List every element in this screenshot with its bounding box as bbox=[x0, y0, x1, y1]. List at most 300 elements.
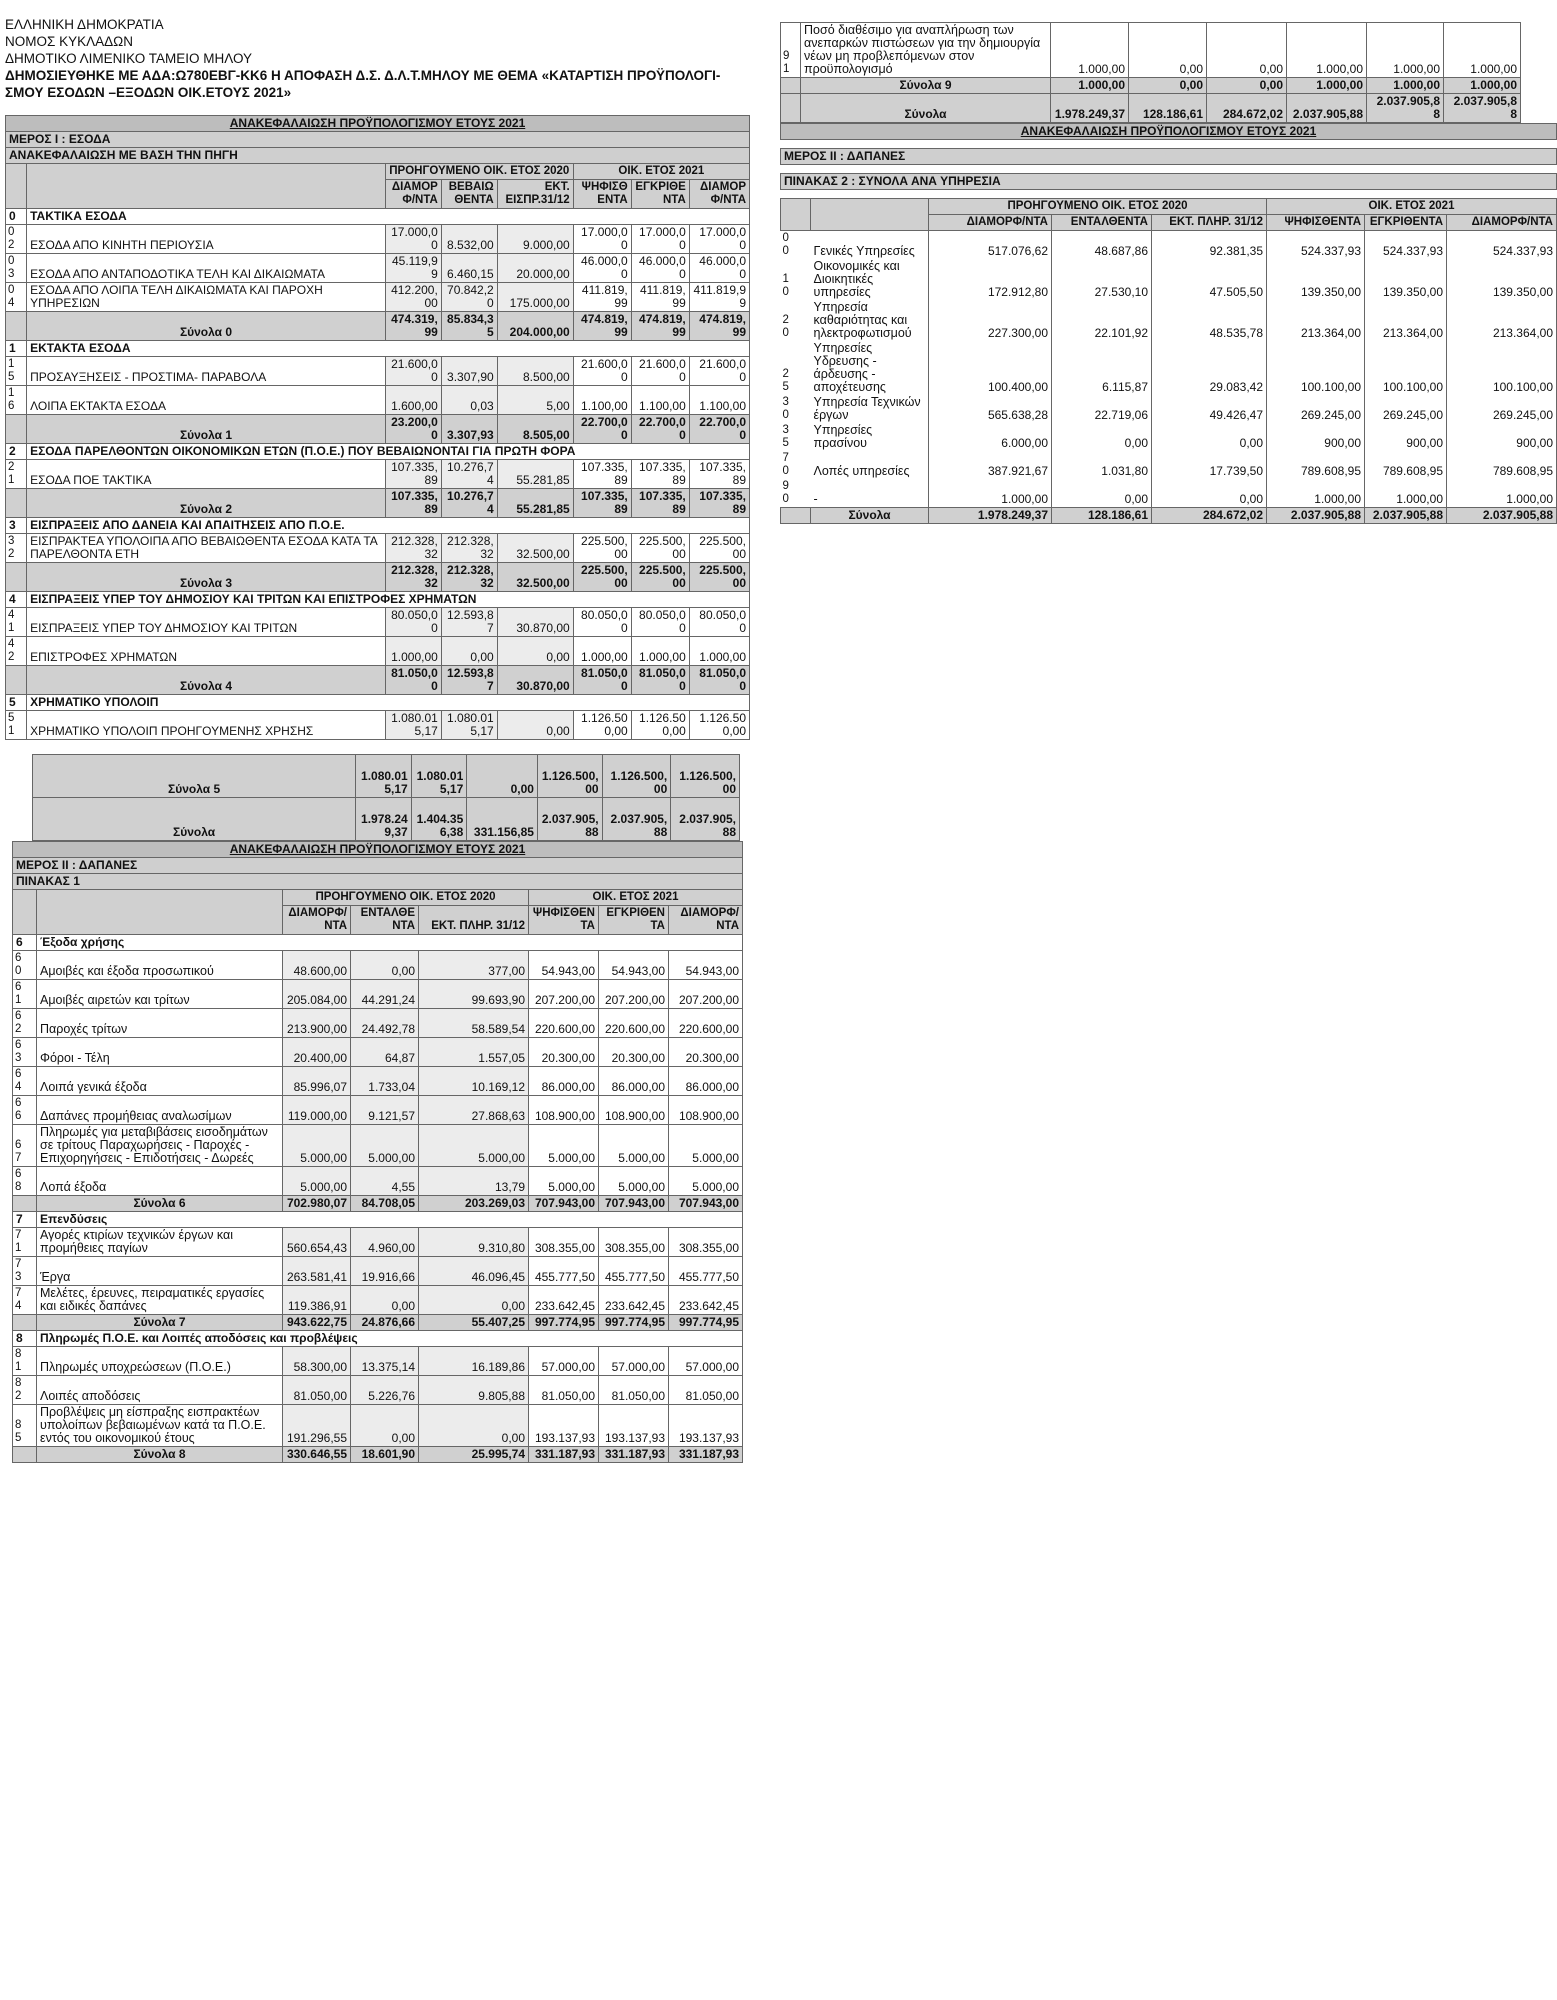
row-value: 1.100,00 bbox=[689, 386, 749, 415]
part-label: ΜΕΡΟΣ Ι : ΕΣΟΔΑ bbox=[6, 132, 750, 148]
row-label: ΧΡΗΜΑΤΙΚΟ ΥΠΟΛΟΙΠ ΠΡΟΗΓΟΥΜΕΝΗΣ ΧΡΗΣΗΣ bbox=[27, 711, 386, 740]
column-header: ΨΗΦΙΣΘΕΝΤΑ bbox=[1267, 215, 1365, 231]
row-value: 119.000,00 bbox=[283, 1096, 351, 1125]
row-value: 16.189,86 bbox=[419, 1347, 529, 1376]
part-label: ΜΕΡΟΣ ΙΙ : ΔΑΠΑΝΕΣ bbox=[13, 858, 743, 874]
section-title-row bbox=[13, 842, 743, 858]
column-header: ΕΓΚΡΙΘΕΝΤΑ bbox=[631, 180, 689, 209]
subtotal-value: 330.646,55 bbox=[283, 1447, 351, 1463]
subtotal-value: 474.819,99 bbox=[573, 312, 631, 341]
row-value: 17.000,00 bbox=[689, 225, 749, 254]
row-value: 9.805,88 bbox=[419, 1376, 529, 1405]
grand-total-row bbox=[781, 508, 1557, 524]
data-row bbox=[781, 23, 1521, 78]
row-value: 20.400,00 bbox=[283, 1038, 351, 1067]
row-value: 21.600,00 bbox=[689, 357, 749, 386]
row-value: 220.600,00 bbox=[529, 1009, 599, 1038]
data-row bbox=[13, 1228, 743, 1257]
row-value: 0,00 bbox=[351, 1405, 419, 1447]
table-cell bbox=[781, 190, 1557, 199]
row-label: Λοιπά γενικά έξοδα bbox=[37, 1067, 283, 1096]
grand-total-value: 284.672,02 bbox=[1152, 508, 1267, 524]
row-value: 205.084,00 bbox=[283, 980, 351, 1009]
row-value: 17.000,00 bbox=[631, 225, 689, 254]
subtotal-value: 81.050,00 bbox=[689, 666, 749, 695]
row-value: 193.137,93 bbox=[669, 1405, 743, 1447]
column-header: ΕΓΚΡΙΘΕΝΤΑ bbox=[1365, 215, 1447, 231]
row-code: 3 5 bbox=[782, 424, 789, 449]
row-code: 7 3 bbox=[13, 1257, 37, 1286]
row-value: 225.500,00 bbox=[689, 534, 749, 563]
row-value: 213.364,00 bbox=[1447, 300, 1557, 341]
subtotal-value: 84.708,05 bbox=[351, 1196, 419, 1212]
subtotal-label: Σύνολα 2 bbox=[27, 489, 386, 518]
table-cell bbox=[13, 1315, 37, 1331]
subtotal-value: 1.126.500,00 bbox=[671, 755, 740, 798]
section-title: ΑΝΑΚΕΦΑΛΑΙΩΣΗ ΠΡΟΫΠΟΛΟΓΙΣΜΟΥ ΕΤΟΥΣ 2021 bbox=[13, 842, 743, 858]
row-code: 6 7 bbox=[13, 1125, 37, 1167]
row-value: 5.000,00 bbox=[529, 1125, 599, 1167]
subtotal-value: 8.505,00 bbox=[497, 415, 573, 444]
row-value: 524.337,93 bbox=[1365, 231, 1447, 260]
data-row bbox=[13, 1009, 743, 1038]
column-header: ΔΙΑΜΟΡΦ/ΝΤΑ bbox=[689, 180, 749, 209]
subtotal-value: 23.200,00 bbox=[385, 415, 441, 444]
row-code: 8 2 bbox=[13, 1376, 37, 1405]
grand-total-value: 1.404.356,38 bbox=[411, 798, 467, 841]
category-row bbox=[6, 444, 750, 460]
subtotal-value: 225.500,00 bbox=[573, 563, 631, 592]
data-row bbox=[13, 1286, 743, 1315]
row-value: 191.296,55 bbox=[283, 1405, 351, 1447]
row-value: 193.137,93 bbox=[529, 1405, 599, 1447]
row-value: 1.100,00 bbox=[573, 386, 631, 415]
row-value: 0,00 bbox=[1052, 423, 1152, 451]
revenue-table bbox=[5, 115, 750, 740]
category-name: Επενδύσεις bbox=[37, 1212, 743, 1228]
row-value: 220.600,00 bbox=[669, 1009, 743, 1038]
row-value: 4,55 bbox=[351, 1167, 419, 1196]
row-value: 900,00 bbox=[1447, 423, 1557, 451]
grand-total-value: 2.037.905,88 bbox=[1367, 94, 1444, 123]
subtotal-value: 474.819,99 bbox=[689, 312, 749, 341]
subtotal-value: 1.000,00 bbox=[1287, 78, 1367, 94]
subtotal-row bbox=[6, 415, 750, 444]
category-code: 5 bbox=[6, 695, 27, 711]
row-value: 107.335,89 bbox=[631, 460, 689, 489]
row-label: Ποσό διαθέσιμο για αναπλήρωση των ανεπαρκών πιστώσεων για την δημιουργία νέων μη προβλεπόμενων στον προϋπολογισμό bbox=[801, 23, 1051, 78]
row-label: Παροχές τρίτων bbox=[37, 1009, 283, 1038]
data-row bbox=[6, 534, 750, 563]
section-title-row bbox=[781, 124, 1557, 140]
subtotal-value: 24.876,66 bbox=[351, 1315, 419, 1331]
grand-total-value: 284.672,02 bbox=[1207, 94, 1287, 123]
row-value: 6.460,15 bbox=[441, 254, 497, 283]
row-value: 1.000,00 bbox=[1447, 479, 1557, 508]
subtotal-value: 1.000,00 bbox=[1444, 78, 1521, 94]
row-value: 139.350,00 bbox=[1267, 259, 1365, 300]
cur-year-header: ΟΙΚ. ΕΤΟΣ 2021 bbox=[573, 164, 749, 180]
row-value: 1.000,00 bbox=[1051, 23, 1129, 78]
table-cell bbox=[6, 563, 27, 592]
row-value: 99.693,90 bbox=[419, 980, 529, 1009]
row-value: 269.245,00 bbox=[1267, 395, 1365, 423]
row-value: 8.500,00 bbox=[497, 357, 573, 386]
header-prefecture: ΝΟΜΟΣ ΚΥΚΛΑΔΩΝ bbox=[5, 34, 133, 49]
row-value: 565.638,28 bbox=[929, 395, 1052, 423]
row-code: 6 4 bbox=[13, 1067, 37, 1096]
row-code: 4 2 bbox=[6, 637, 27, 666]
subtotal-label: Σύνολα 1 bbox=[27, 415, 386, 444]
row-value: 1.126.500,00 bbox=[573, 711, 631, 740]
row-value: 54.943,00 bbox=[669, 951, 743, 980]
header-organization: ΔΗΜΟΤΙΚΟ ΛΙΜΕΝΙΚΟ ΤΑΜΕΙΟ ΜΗΛΟΥ bbox=[5, 51, 253, 66]
category-row bbox=[6, 341, 750, 357]
row-label: ΕΠΙΣΤΡΟΦΕΣ ΧΡΗΜΑΤΩΝ bbox=[27, 637, 386, 666]
row-label: ΕΙΣΠΡΑΞΕΙΣ ΥΠΕΡ ΤΟΥ ΔΗΜΟΣΙΟΥ ΚΑΙ ΤΡΙΤΩΝ bbox=[27, 608, 386, 637]
grand-total-row bbox=[33, 798, 740, 841]
row-label: ΠΡΟΣΑΥΞΗΣΕΙΣ - ΠΡΟΣΤΙΜΑ- ΠΑΡΑΒΟΛΑ bbox=[27, 357, 386, 386]
subtotal-value: 997.774,95 bbox=[599, 1315, 669, 1331]
header-decision-line1: ΔΗΜΟΣΙΕΥΘΗΚΕ ΜΕ ΑΔΑ:Ω780ΕΒΓ-ΚΚ6 Η ΑΠΟΦΑΣΗ Δ.Σ. Δ.Λ.Τ.ΜΗΛΟΥ ΜΕ ΘΕΜΑ «ΚΑΤΑΡΤΙΣΗ ΠΡΟΫΠΟΛΟΓΙ- bbox=[5, 68, 721, 83]
row-label: Μελέτες, έρευνες, πειραματικές εργασίες και ειδικές δαπάνες bbox=[37, 1286, 283, 1315]
subtotal-label: Σύνολα 5 bbox=[33, 755, 356, 798]
subtotal-value: 331.187,93 bbox=[669, 1447, 743, 1463]
column-header: ΔΙΑΜΟΡΦ/ΝΤΑ bbox=[283, 906, 351, 935]
row-value: 86.000,00 bbox=[599, 1067, 669, 1096]
row-code: 9 0 bbox=[782, 480, 789, 505]
subtotal-value: 1.000,00 bbox=[1367, 78, 1444, 94]
row-value: 5.000,00 bbox=[669, 1125, 743, 1167]
data-row bbox=[6, 608, 750, 637]
row-value: 5.000,00 bbox=[419, 1125, 529, 1167]
data-row bbox=[13, 1376, 743, 1405]
row-value: 48.535,78 bbox=[1152, 300, 1267, 341]
row-value: 207.200,00 bbox=[599, 980, 669, 1009]
row-code: 1 6 bbox=[6, 386, 27, 415]
row-value: 1.733,04 bbox=[351, 1067, 419, 1096]
expenses-table-2 bbox=[780, 123, 1557, 524]
row-value: 233.642,45 bbox=[599, 1286, 669, 1315]
category-name: ΤΑΚΤΙΚΑ ΕΣΟΔΑ bbox=[27, 209, 750, 225]
subtotal-value: 30.870,00 bbox=[497, 666, 573, 695]
table-cell bbox=[781, 94, 801, 123]
row-label: Λοπές υπηρεσίες bbox=[813, 464, 910, 478]
grand-total-value: 2.037.905,88 bbox=[1365, 508, 1447, 524]
row-code: 8 1 bbox=[13, 1347, 37, 1376]
grand-total-value: 331.156,85 bbox=[467, 798, 538, 841]
data-row bbox=[781, 300, 1557, 341]
row-value: 213.364,00 bbox=[1365, 300, 1447, 341]
subtotal-label: Σύνολα 7 bbox=[37, 1315, 283, 1331]
row-value: 308.355,00 bbox=[669, 1228, 743, 1257]
row-value: 24.492,78 bbox=[351, 1009, 419, 1038]
data-row bbox=[781, 259, 1557, 300]
prev-year-header: ΠΡΟΗΓΟΥΜΕΝΟ ΟΙΚ. ΕΤΟΣ 2020 bbox=[283, 890, 529, 906]
category-row bbox=[6, 209, 750, 225]
row-code: 3 0 bbox=[782, 396, 789, 421]
category-name: ΕΚΤΑΚΤΑ ΕΣΟΔΑ bbox=[27, 341, 750, 357]
row-value: 19.916,66 bbox=[351, 1257, 419, 1286]
prev-year-header: ΠΡΟΗΓΟΥΜΕΝΟ ΟΙΚ. ΕΤΟΣ 2020 bbox=[385, 164, 573, 180]
row-code: 5 1 bbox=[6, 711, 27, 740]
row-value: 17.000,00 bbox=[385, 225, 441, 254]
subtotal-value: 204.000,00 bbox=[497, 312, 573, 341]
row-label: Φόροι - Τέλη bbox=[37, 1038, 283, 1067]
row-value: 80.050,00 bbox=[689, 608, 749, 637]
row-value: 411.819,99 bbox=[689, 283, 749, 312]
table-cell bbox=[781, 140, 1557, 149]
row-value: 213.900,00 bbox=[283, 1009, 351, 1038]
subtotal-row bbox=[13, 1196, 743, 1212]
row-code: 7 1 bbox=[13, 1228, 37, 1257]
subtotal-value: 107.335,89 bbox=[631, 489, 689, 518]
prev-year-header: ΠΡΟΗΓΟΥΜΕΝΟ ΟΙΚ. ΕΤΟΣ 2020 bbox=[929, 199, 1267, 215]
table-cell bbox=[781, 199, 811, 231]
data-row bbox=[6, 637, 750, 666]
row-value: 20.300,00 bbox=[599, 1038, 669, 1067]
row-value: 1.100,00 bbox=[631, 386, 689, 415]
cur-year-header: ΟΙΚ. ΕΤΟΣ 2021 bbox=[1267, 199, 1557, 215]
data-row bbox=[6, 254, 750, 283]
data-row bbox=[13, 1167, 743, 1196]
row-value: 9.121,57 bbox=[351, 1096, 419, 1125]
category-code: 1 bbox=[6, 341, 27, 357]
column-header: ΕΚΤ. ΠΛΗΡ. 31/12 bbox=[1152, 215, 1267, 231]
row-value: 64,87 bbox=[351, 1038, 419, 1067]
part-label: ΜΕΡΟΣ ΙΙ : ΔΑΠΑΝΕΣ bbox=[781, 149, 1557, 165]
data-row bbox=[13, 1096, 743, 1125]
row-value: 10.169,12 bbox=[419, 1067, 529, 1096]
year-header-row bbox=[6, 164, 750, 180]
subtotal-value: 0,00 bbox=[1129, 78, 1207, 94]
table-cell bbox=[781, 165, 1557, 174]
row-label: Υπηρεσία Τεχνικών έργων bbox=[813, 395, 921, 422]
row-value: 6.115,87 bbox=[1052, 341, 1152, 395]
row-value: 789.608,95 bbox=[1365, 451, 1447, 479]
subtotal-value: 331.187,93 bbox=[599, 1447, 669, 1463]
row-value: 92.381,35 bbox=[1152, 231, 1267, 260]
row-value: 86.000,00 bbox=[529, 1067, 599, 1096]
row-value: 48.600,00 bbox=[283, 951, 351, 980]
row-code: 2 1 bbox=[6, 460, 27, 489]
year-header-row bbox=[781, 199, 1557, 215]
row-value: 0,00 bbox=[1207, 23, 1287, 78]
part-row bbox=[13, 858, 743, 874]
grand-total-value: 2.037.905,88 bbox=[1287, 94, 1367, 123]
row-value: 20.300,00 bbox=[669, 1038, 743, 1067]
data-row bbox=[781, 395, 1557, 423]
table-cell bbox=[13, 890, 37, 935]
row-value: 1.000,00 bbox=[1444, 23, 1521, 78]
row-code: 1 0 bbox=[782, 273, 789, 298]
category-row bbox=[13, 935, 743, 951]
column-header: ΕΓΚΡΙΘΕΝΤΑ bbox=[599, 906, 669, 935]
row-value: 100.100,00 bbox=[1365, 341, 1447, 395]
row-value: 86.000,00 bbox=[669, 1067, 743, 1096]
subtotal-row bbox=[6, 563, 750, 592]
row-value: 12.593,87 bbox=[441, 608, 497, 637]
row-value: 0,00 bbox=[497, 637, 573, 666]
row-value: 80.050,00 bbox=[385, 608, 441, 637]
row-value: 5.000,00 bbox=[599, 1167, 669, 1196]
row-value: 0,00 bbox=[441, 637, 497, 666]
grand-total-value: 1.978.249,37 bbox=[356, 798, 412, 841]
table-cell bbox=[27, 164, 386, 209]
row-value: 455.777,50 bbox=[529, 1257, 599, 1286]
row-value: 1.031,80 bbox=[1052, 451, 1152, 479]
category-code: 4 bbox=[6, 592, 27, 608]
row-value: 20.000,00 bbox=[497, 254, 573, 283]
subtotal-value: 474.319,99 bbox=[385, 312, 441, 341]
row-label: ΕΙΣΠΡΑΚΤΕΑ ΥΠΟΛΟΙΠΑ ΑΠΟ ΒΕΒΑΙΩΘΕΝΤΑ ΕΣΟΔΑ ΚΑΤΑ ΤΑ ΠΑΡΕΛΘΟΝΤΑ ΕΤΗ bbox=[27, 534, 386, 563]
cur-year-header: ΟΙΚ. ΕΤΟΣ 2021 bbox=[529, 890, 743, 906]
column-header: ΕΝΤΑΛΘΕΝΤΑ bbox=[351, 906, 419, 935]
subtotal-value: 1.080.015,17 bbox=[411, 755, 467, 798]
row-value: 57.000,00 bbox=[669, 1347, 743, 1376]
subtotal-value: 107.335,89 bbox=[385, 489, 441, 518]
row-value: 1.000,00 bbox=[929, 479, 1052, 508]
spacer-row bbox=[781, 140, 1557, 149]
category-row bbox=[6, 592, 750, 608]
subtotal-value: 3.307,93 bbox=[441, 415, 497, 444]
row-value: 21.600,00 bbox=[385, 357, 441, 386]
row-value: 81.050,00 bbox=[669, 1376, 743, 1405]
expenses-table-1-continued bbox=[780, 22, 1521, 123]
data-row bbox=[781, 231, 1557, 260]
grand-total-value: 1.978.249,37 bbox=[929, 508, 1052, 524]
row-code: 8 5 bbox=[13, 1405, 37, 1447]
column-header: ΕΝΤΑΛΘΕΝΤΑ bbox=[1052, 215, 1152, 231]
subtotal-label: Σύνολα 9 bbox=[801, 78, 1051, 94]
row-value: 1.080.015,17 bbox=[441, 711, 497, 740]
category-name: ΕΙΣΠΡΑΞΕΙΣ ΑΠΟ ΔΑΝΕΙΑ ΚΑΙ ΑΠΑΙΤΗΣΕΙΣ ΑΠΟ Π.Ο.Ε. bbox=[27, 518, 750, 534]
row-value: 100.100,00 bbox=[1447, 341, 1557, 395]
row-value: 4.960,00 bbox=[351, 1228, 419, 1257]
row-value: 5.000,00 bbox=[283, 1167, 351, 1196]
row-value: 58.589,54 bbox=[419, 1009, 529, 1038]
subtotal-row bbox=[6, 489, 750, 518]
data-row bbox=[6, 386, 750, 415]
row-value: 1.600,00 bbox=[385, 386, 441, 415]
data-row bbox=[13, 1038, 743, 1067]
row-value: 1.000,00 bbox=[1267, 479, 1365, 508]
row-label: Λοιπές αποδόσεις bbox=[37, 1376, 283, 1405]
subtotal-value: 203.269,03 bbox=[419, 1196, 529, 1212]
subtotal-value: 331.187,93 bbox=[529, 1447, 599, 1463]
row-value: 517.076,62 bbox=[929, 231, 1052, 260]
row-value: 212.328,32 bbox=[385, 534, 441, 563]
subtotal-row bbox=[781, 78, 1521, 94]
row-value: 29.083,42 bbox=[1152, 341, 1267, 395]
row-value: 9.310,80 bbox=[419, 1228, 529, 1257]
row-label: Αγορές κτιρίων τεχνικών έργων και προμήθειες παγίων bbox=[37, 1228, 283, 1257]
subtotal-value: 85.834,35 bbox=[441, 312, 497, 341]
row-value: 227.300,00 bbox=[929, 300, 1052, 341]
subtotal-value: 22.700,00 bbox=[689, 415, 749, 444]
category-code: 0 bbox=[6, 209, 27, 225]
row-label: ΛΟΙΠΑ ΕΚΤΑΚΤΑ ΕΣΟΔΑ bbox=[27, 386, 386, 415]
row-value: 1.000,00 bbox=[1287, 23, 1367, 78]
row-value: 57.000,00 bbox=[529, 1347, 599, 1376]
row-value: 21.600,00 bbox=[631, 357, 689, 386]
table-cell bbox=[781, 78, 801, 94]
data-row bbox=[13, 951, 743, 980]
spacer-row bbox=[781, 190, 1557, 199]
row-value: 207.200,00 bbox=[529, 980, 599, 1009]
subtotal-value: 225.500,00 bbox=[689, 563, 749, 592]
row-value: 1.000,00 bbox=[631, 637, 689, 666]
row-value: 55.281,85 bbox=[497, 460, 573, 489]
row-value: 269.245,00 bbox=[1365, 395, 1447, 423]
header-country: ΕΛΛΗΝΙΚΗ ΔΗΜΟΚΡΑΤΙΑ bbox=[5, 17, 164, 32]
row-label: Προβλέψεις μη είσπραξης εισπρακτέων υπολοίπων βεβαιωμένων κατά τα Π.Ο.Ε. εντός του οικονομικού έτους bbox=[37, 1405, 283, 1447]
subtotal-row bbox=[13, 1447, 743, 1463]
subtitle-label: ΑΝΑΚΕΦΑΛΑΙΩΣΗ ΜΕ ΒΑΣΗ ΤΗΝ ΠΗΓΗ bbox=[6, 148, 750, 164]
row-value: 22.719,06 bbox=[1052, 395, 1152, 423]
row-value: 0,00 bbox=[1052, 479, 1152, 508]
row-value: 1.126.500,00 bbox=[689, 711, 749, 740]
row-value: 45.119,99 bbox=[385, 254, 441, 283]
data-row bbox=[13, 1125, 743, 1167]
data-row bbox=[781, 341, 1557, 395]
row-label: Οικονομικές και Διοικητικές υπηρεσίες bbox=[813, 259, 900, 299]
row-value: 0,00 bbox=[351, 1286, 419, 1315]
subtotal-value: 943.622,75 bbox=[283, 1315, 351, 1331]
row-value: 17.739,50 bbox=[1152, 451, 1267, 479]
table-label: ΠΙΝΑΚΑΣ 2 : ΣΥΝΟΛΑ ΑΝΑ ΥΠΗΡΕΣΙΑ bbox=[781, 174, 1557, 190]
row-value: 225.500,00 bbox=[573, 534, 631, 563]
row-value: 233.642,45 bbox=[669, 1286, 743, 1315]
data-row bbox=[781, 479, 1557, 508]
grand-total-label: Σύνολα bbox=[33, 798, 356, 841]
row-value: 789.608,95 bbox=[1447, 451, 1557, 479]
right-column bbox=[780, 22, 1553, 524]
row-value: 21.600,00 bbox=[573, 357, 631, 386]
row-value: 8.532,00 bbox=[441, 225, 497, 254]
row-value: 10.276,74 bbox=[441, 460, 497, 489]
subtotal-value: 10.276,74 bbox=[441, 489, 497, 518]
row-value: 1.000,00 bbox=[573, 637, 631, 666]
row-value: 70.842,20 bbox=[441, 283, 497, 312]
subtotal-value: 22.700,00 bbox=[631, 415, 689, 444]
left-column bbox=[5, 16, 750, 1463]
subtotal-label: Σύνολα 8 bbox=[37, 1447, 283, 1463]
row-value: 119.386,91 bbox=[283, 1286, 351, 1315]
row-value: 58.300,00 bbox=[283, 1347, 351, 1376]
row-value: 233.642,45 bbox=[529, 1286, 599, 1315]
subtotal-value: 12.593,87 bbox=[441, 666, 497, 695]
row-value: 22.101,92 bbox=[1052, 300, 1152, 341]
row-code: 3 2 bbox=[6, 534, 27, 563]
table-label-row bbox=[13, 874, 743, 890]
subtotal-value: 81.050,00 bbox=[573, 666, 631, 695]
column-header: ΔΙΑΜΟΡΦ/ΝΤΑ bbox=[929, 215, 1052, 231]
row-value: 455.777,50 bbox=[669, 1257, 743, 1286]
row-value: 100.100,00 bbox=[1267, 341, 1365, 395]
grand-total-row bbox=[781, 94, 1521, 123]
subtotal-value: 707.943,00 bbox=[669, 1196, 743, 1212]
row-code: 6 8 bbox=[13, 1167, 37, 1196]
expenses-table-1 bbox=[12, 841, 743, 1463]
subtotal-label: Σύνολα 0 bbox=[27, 312, 386, 341]
row-value: 524.337,93 bbox=[1447, 231, 1557, 260]
row-label: Αμοιβές αιρετών και τρίτων bbox=[37, 980, 283, 1009]
data-row bbox=[6, 711, 750, 740]
row-value: 1.126.500,00 bbox=[631, 711, 689, 740]
row-value: 5.000,00 bbox=[351, 1125, 419, 1167]
table-cell bbox=[6, 489, 27, 518]
